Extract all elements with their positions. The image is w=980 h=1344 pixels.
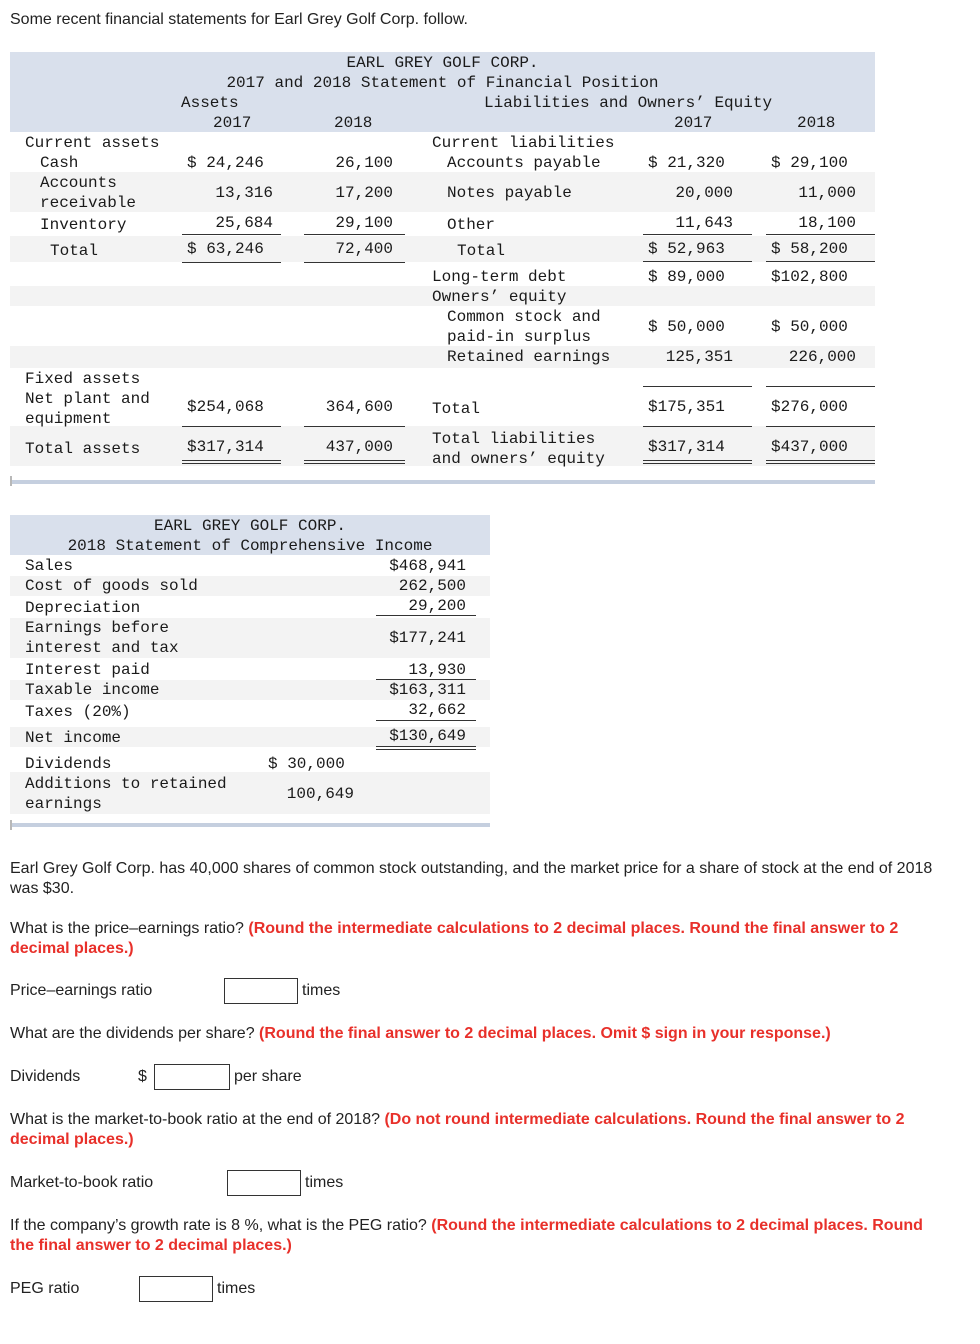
interest-label: Interest paid: [25, 661, 150, 679]
double-underline: [766, 460, 875, 464]
current-liabilities-total-2017: $ 52,963: [648, 240, 725, 258]
underline: [304, 262, 405, 263]
retained-earnings-2018: 226,000: [788, 348, 856, 366]
current-assets-total-2017: $ 63,246: [187, 240, 264, 258]
ap-2017: $ 21,320: [648, 154, 725, 172]
taxes-value: 32,662: [408, 701, 466, 719]
liab-year-2018: 2018: [797, 114, 836, 132]
current-liabilities-total-label: Total: [457, 242, 506, 260]
assets-year-2017: 2017: [213, 114, 252, 132]
peg-ratio-label: PEG ratio: [10, 1280, 80, 1297]
liabilities-header: Liabilities and Owners’ Equity: [484, 94, 773, 112]
long-term-debt-2017: $ 89,000: [648, 268, 725, 286]
net-plant-2017: $254,068: [187, 398, 264, 416]
question-pe-text: What is the price–earnings ratio?: [10, 920, 244, 937]
inventory-2017: 25,684: [215, 214, 273, 232]
current-assets-label: Current assets: [25, 134, 160, 152]
dividends-value: $ 30,000: [268, 755, 345, 773]
cogs-value: 262,500: [398, 577, 466, 595]
cogs-label: Cost of goods sold: [25, 577, 198, 595]
dividends-unit: per share: [234, 1068, 302, 1085]
shares-info-text: Earl Grey Golf Corp. has 40,000 shares of common stock outstanding, and the market price for a share of stock at the end of 2018 was $30.: [10, 860, 933, 897]
double-underline: [376, 746, 476, 750]
owners-equity-label: Owners’ equity: [432, 288, 567, 306]
common-stock-2017: $ 50,000: [648, 318, 725, 336]
current-assets-total-2018: 72,400: [335, 240, 393, 258]
retained-earnings-label: Retained earnings: [447, 348, 611, 366]
ebit-label-line2: interest and tax: [25, 639, 179, 657]
ar-2018: 17,200: [335, 184, 393, 202]
market-to-book-input[interactable]: [227, 1170, 301, 1196]
underline: [182, 426, 281, 427]
underline: [766, 234, 875, 235]
net-plant-2018: 364,600: [325, 398, 393, 416]
notes-payable-2018: 11,000: [798, 184, 856, 202]
sales-label: Sales: [25, 557, 74, 575]
question-dividends-instructions: (Round the final answer to 2 decimal places. Omit $ sign in your response.): [259, 1025, 831, 1042]
total-liab-equity-label-line2: and owners’ equity: [432, 450, 605, 468]
row-stripe: [10, 172, 875, 212]
ar-2017: 13,316: [215, 184, 273, 202]
underline: [643, 386, 752, 387]
inventory-2018: 29,100: [335, 214, 393, 232]
pe-ratio-label: Price–earnings ratio: [10, 982, 153, 999]
equity-total-label: Total: [432, 400, 481, 418]
common-stock-2018: $ 50,000: [771, 318, 848, 336]
peg-ratio-unit: times: [217, 1280, 256, 1297]
table-corner: [10, 476, 12, 486]
total-assets-2017: $317,314: [187, 438, 264, 456]
pe-ratio-input[interactable]: [224, 978, 298, 1004]
fixed-assets-label: Fixed assets: [25, 370, 141, 388]
underline: [643, 261, 752, 262]
peg-ratio-input[interactable]: [139, 1276, 213, 1302]
other-2017: 11,643: [675, 214, 733, 232]
income-title: 2018 Statement of Comprehensive Income: [67, 537, 433, 555]
additions-re-label-line1: Additions to retained: [25, 775, 227, 793]
underline: [182, 234, 281, 235]
current-liabilities-total-2018: $ 58,200: [771, 240, 848, 258]
underline: [376, 720, 476, 721]
underline: [304, 426, 405, 427]
common-stock-label-line1: Common stock and: [447, 308, 601, 326]
assets-header: Assets: [181, 94, 239, 112]
question-peg-instructions: (Round the intermediate calculations to 2 decimal places. Round the final answer to 2 decimal places.): [10, 1217, 923, 1254]
question-pe-ratio: [10, 919, 950, 959]
equity-total-2018: $276,000: [771, 398, 848, 416]
ar-label-line1: Accounts: [40, 174, 117, 192]
cash-2017: $ 24,246: [187, 154, 264, 172]
market-to-book-label: Market-to-book ratio: [10, 1174, 154, 1191]
table-corner: [10, 820, 12, 830]
row-stripe: [10, 236, 875, 262]
question-peg-ratio: [10, 1216, 950, 1256]
total-assets-2018: 437,000: [325, 438, 393, 456]
question-dividends-text: What are the dividends per share?: [10, 1025, 255, 1042]
notes-payable-label: Notes payable: [447, 184, 572, 202]
assets-year-2018: 2018: [334, 114, 373, 132]
taxes-label: Taxes (20%): [25, 703, 131, 721]
pe-ratio-unit: times: [302, 982, 341, 999]
net-income-value: $130,649: [389, 727, 466, 745]
balance-sheet-title: 2017 and 2018 Statement of Financial Position: [226, 74, 659, 92]
common-stock-label-line2: paid-in surplus: [447, 328, 592, 346]
ebit-label-line1: Earnings before: [25, 619, 170, 637]
sales-value: $468,941: [389, 557, 466, 575]
ap-label: Accounts payable: [447, 154, 601, 172]
table-bottom-border: [10, 480, 875, 484]
current-assets-total-label: Total: [50, 242, 99, 260]
double-underline: [643, 460, 752, 464]
ap-2018: $ 29,100: [771, 154, 848, 172]
question-market-to-book: [10, 1110, 950, 1150]
underline: [766, 426, 875, 427]
notes-payable-2017: 20,000: [675, 184, 733, 202]
ar-label-line2: receivable: [40, 194, 137, 212]
dollar-sign: $: [138, 1068, 147, 1085]
question-mtb-text: What is the market-to-book ratio at the end of 2018?: [10, 1111, 380, 1128]
income-company: EARL GREY GOLF CORP.: [153, 517, 347, 535]
taxable-income-value: $163,311: [389, 681, 466, 699]
long-term-debt-2018: $102,800: [771, 268, 848, 286]
question-dividends: [10, 1024, 950, 1044]
dividends-label: Dividends: [25, 755, 112, 773]
total-liab-equity-2017: $317,314: [648, 438, 725, 456]
double-underline: [304, 460, 405, 464]
underline: [643, 426, 752, 427]
balance-sheet-company: EARL GREY GOLF CORP.: [346, 54, 539, 72]
row-stripe: [10, 346, 875, 368]
table-bottom-border: [10, 823, 490, 827]
long-term-debt-label: Long-term debt: [432, 268, 567, 286]
underline: [643, 234, 752, 235]
net-income-label: Net income: [25, 729, 122, 747]
liab-year-2017: 2017: [674, 114, 713, 132]
interest-value: 13,930: [408, 661, 466, 679]
taxable-income-label: Taxable income: [25, 681, 160, 699]
current-liabilities-label: Current liabilities: [432, 134, 615, 152]
question-mtb-instructions: (Do not round intermediate calculations. Round the final answer to 2 decimal places.): [10, 1111, 905, 1148]
equity-total-2017: $175,351: [648, 398, 725, 416]
underline: [182, 262, 281, 263]
underline: [766, 261, 875, 262]
depreciation-label: Depreciation: [25, 599, 141, 617]
question-pe-instructions: (Round the intermediate calculations to 2 decimal places. Round the final answer to 2 decimal places.): [10, 920, 899, 957]
other-label: Other: [447, 216, 496, 234]
cash-label: Cash: [40, 154, 79, 172]
total-liab-equity-label-line1: Total liabilities: [432, 430, 596, 448]
question-peg-text: If the company’s growth rate is 8 %, what is the PEG ratio?: [10, 1217, 427, 1234]
additions-re-value: 100,649: [286, 785, 354, 803]
dividends-per-share-label: Dividends: [10, 1068, 81, 1085]
net-plant-label-line2: equipment: [25, 410, 112, 428]
other-2018: 18,100: [798, 214, 856, 232]
additions-re-label-line2: earnings: [25, 795, 102, 813]
retained-earnings-2017: 125,351: [665, 348, 733, 366]
depreciation-value: 29,200: [408, 597, 466, 615]
underline: [304, 234, 405, 235]
intro-text: Some recent financial statements for Earl Grey Golf Corp. follow.: [10, 11, 468, 28]
market-to-book-unit: times: [305, 1174, 344, 1191]
double-underline: [182, 460, 281, 464]
total-assets-label: Total assets: [25, 440, 141, 458]
total-liab-equity-2018: $437,000: [771, 438, 848, 456]
net-plant-label-line1: Net plant and: [25, 390, 150, 408]
underline: [766, 386, 875, 387]
ebit-value: $177,241: [389, 629, 466, 647]
underline: [376, 615, 476, 616]
dividends-per-share-input[interactable]: [154, 1064, 230, 1090]
cash-2018: 26,100: [335, 154, 393, 172]
inventory-label: Inventory: [40, 216, 127, 234]
